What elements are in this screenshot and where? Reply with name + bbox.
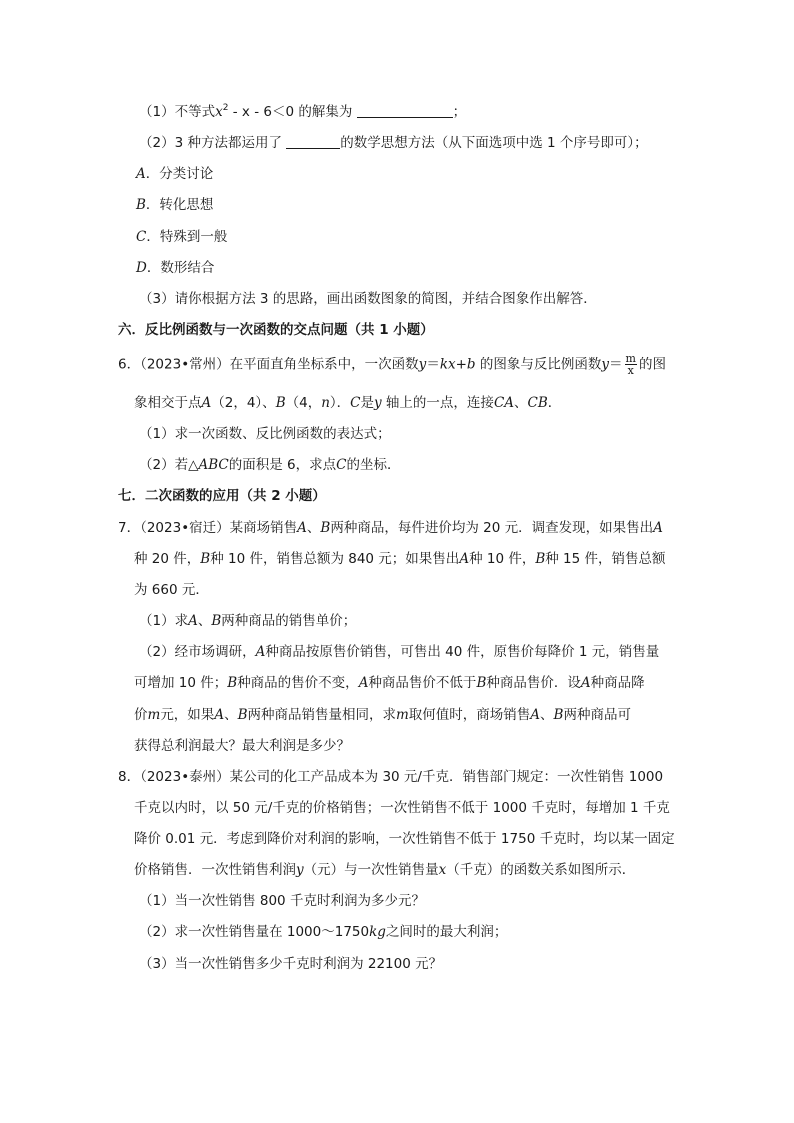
- q5-part2: （2）3 种方法都运用了 的数学思想方法（从下面选项中选 1 个序号即可）；: [139, 135, 648, 151]
- q6-line2: 象相交于点A（2，4）、B（4，n）．C是y 轴上的一点，连接CA、CB．: [134, 395, 562, 411]
- q5-part3: （3）请你根据方法 3 的思路，画出函数图象的简图，并结合图象作出解答．: [139, 291, 597, 307]
- q7-line3: 为 660 元．: [134, 582, 209, 598]
- q8-line3: 降价 0.01 元．考虑到降价对利润的影响，一次性销售不低于 1750 千克时，均以某一固定: [134, 831, 675, 847]
- section-6-title: 六．反比例函数与一次函数的交点问题（共 1 小题）: [118, 322, 434, 338]
- q8-line4: 价格销售．一次性销售利润y（元）与一次性销售量x（千克）的函数关系如图所示．: [134, 862, 636, 878]
- q5-part1: （1）不等式$x^2 - x - 6<0$ 的解集为 ；: [139, 103, 467, 120]
- q6-line1: 6．（2023•常州）在平面直角坐标系中，一次函数y＝kx+b 的图象与反比例函数y＝ $\frac{m}{x}$ 的图: [118, 352, 666, 377]
- section-7-title: 七．二次函数的应用（共 2 小题）: [118, 488, 326, 504]
- q7-line5: 可增加 10 件；B种商品的售价不变，A种商品售价不低于B种商品售价．设A种商品降: [134, 675, 645, 691]
- answer-blank-1[interactable]: [357, 103, 453, 118]
- q7-line7: 获得总利润最大？最大利润是多少？: [134, 738, 350, 754]
- q6-part1: （1）求一次函数、反比例函数的表达式；: [139, 426, 391, 442]
- q8-line2: 千克以内时，以 50 元/千克的价格销售；一次性销售不低于 1000 千克时，每增加 1 千克: [134, 800, 670, 816]
- q5-option-d: D．数形结合: [136, 260, 215, 276]
- q5-option-a: A．分类讨论: [136, 166, 214, 182]
- q7-line6: 价m元，如果A、B两种商品销售量相同，求m取何值时，商场销售A、B两种商品可: [134, 707, 631, 723]
- q7-line1: 7．（2023•宿迁）某商场销售A、B两种商品，每件进价均为 20 元．调查发现，如果售出A: [118, 520, 663, 536]
- q5-option-b: B．转化思想: [136, 197, 214, 213]
- q8-part3: （3）当一次性销售多少千克时利润为 22100 元？: [139, 956, 443, 972]
- q5-option-c: C．特殊到一般: [136, 229, 228, 245]
- q8-part2: （2）求一次性销售量在 1000～1750kg之间时的最大利润；: [139, 924, 508, 940]
- q8-line1: 8．（2023•泰州）某公司的化工产品成本为 30 元/千克．销售部门规定：一次性销售 1000: [118, 769, 664, 785]
- q7-part1: （1）求A、B两种商品的销售单价；: [139, 613, 357, 629]
- q7-line2: 种 20 件，B种 10 件，销售总额为 840 元；如果售出A种 10 件，B种 15 件，销售总额: [134, 551, 666, 567]
- q8-part1: （1）当一次性销售 800 千克时利润为多少元？: [139, 893, 425, 909]
- fraction-m-over-x: $\frac{m}{x}$: [625, 352, 636, 377]
- answer-blank-2[interactable]: [286, 134, 340, 149]
- q6-part2: （2）若△ABC的面积是 6，求点C的坐标．: [139, 457, 401, 473]
- q7-part2: （2）经市场调研，A种商品按原售价销售，可售出 40 件，原售价每降价 1 元，销售量: [139, 644, 660, 660]
